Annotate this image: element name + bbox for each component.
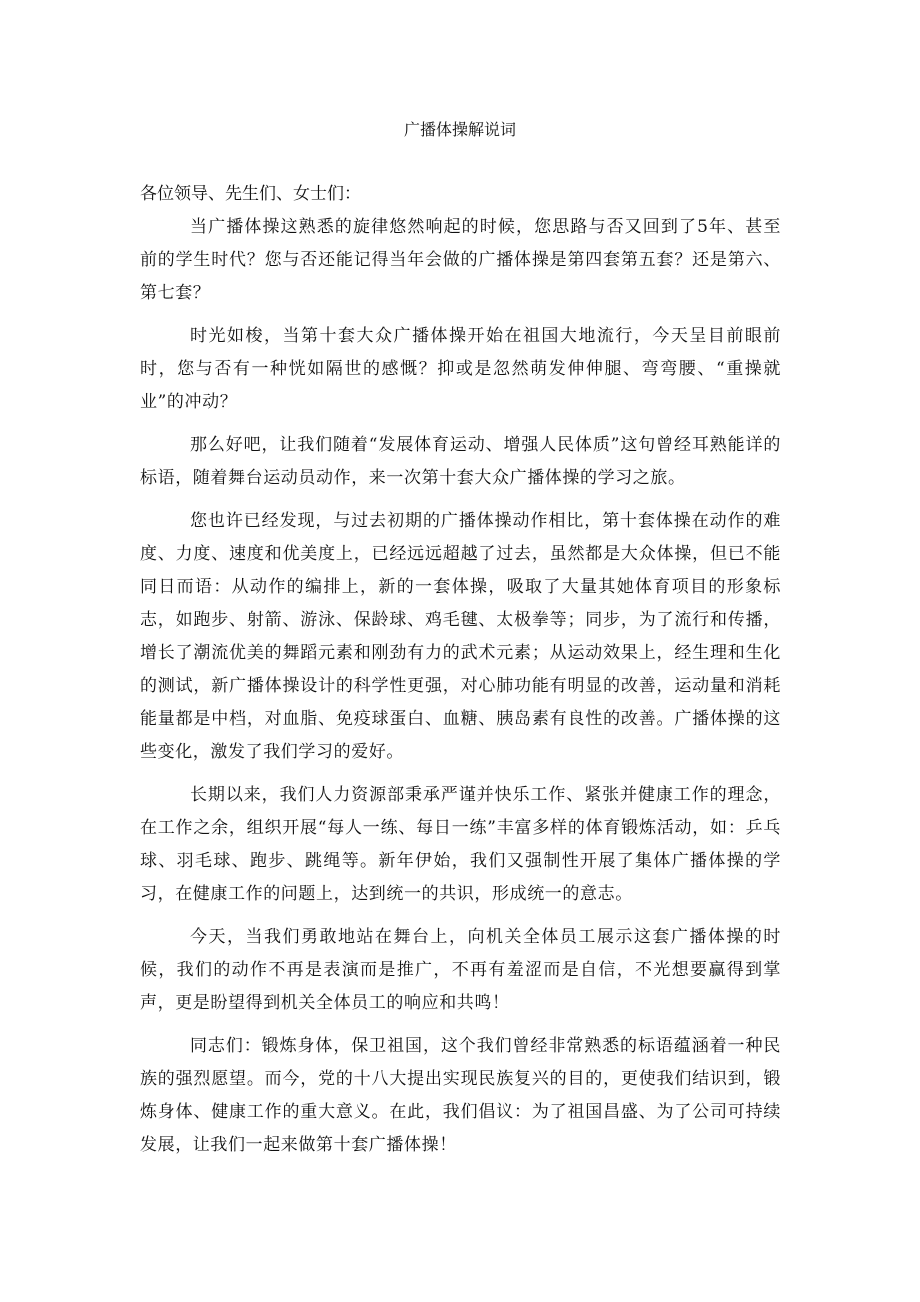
paragraph-6: 今天，当我们勇敢地站在舞台上，向机关全体员工展示这套广播体操的时候，我们的动作不再是表演而是推广，不再有羞涩而是自信，不光想要赢得到掌声，更是盼望得到机关全体员工的响应和共鸣！ (140, 927, 781, 1013)
paragraph-7: 同志们：锻炼身体，保卫祖国，这个我们曾经非常熟悉的标语蕴涵着一种民族的强烈愿望。而今，党的十八大提出实现民族复兴的目的，更使我们结识到，锻炼身体、健康工作的重大意义。在此，我们倡议：为了祖国昌盛、为了公司可持续发展，让我们一起来做第十套广播体操！ (140, 1036, 781, 1155)
document-body (140, 178, 781, 1172)
paragraph-4: 您也许已经发现，与过去初期的广播体操动作相比，第十套体操在动作的难度、力度、速度和优美度上，已经远远超越了过去，虽然都是大众体操，但已不能同日而语：从动作的编排上，新的一套体操，吸取了大量其她体育项目的形象标志，如跑步、射箭、游泳、保龄球、鸡毛毽、太极拳等；同步，为了流行和传播，增长了潮流优美的舞蹈元素和刚劲有力的武术元素；从运动效果上，经生理和生化的测试，新广播体操设计的科学性更强，对心肺功能有明显的改善，运动量和消耗能量都是中档，对血脂、免疫球蛋白、血糖、胰岛素有良性的改善。广播体操的这些变化，激发了我们学习的爱好。 (140, 511, 781, 762)
document-title: 广播体操解说词 (403, 120, 516, 139)
paragraph-3: 那么好吧，让我们随着“发展体育运动、增强人民体质”这句曾经耳熟能详的标语，随着舞台运动员动作，来一次第十套大众广播体操的学习之旅。 (140, 435, 781, 488)
salutation: 各位领导、先生们、女士们： (140, 184, 361, 204)
paragraph-1: 当广播体操这熟悉的旋律悠然响起的时候，您思路与否又回到了5年、甚至前的学生时代？您与否还能记得当年会做的广播体操是第四套第五套？还是第六、第七套？ (140, 217, 781, 303)
paragraph-5: 长期以来，我们人力资源部秉承严谨并快乐工作、紧张并健康工作的理念，在工作之余，组织开展“每人一练、每日一练”丰富多样的体育锻炼活动，如：乒乓球、羽毛球、跑步、跳绳等。新年伊始，我们又强制性开展了集体广播体操的学习，在健康工作的问题上，达到统一的共识，形成统一的意志。 (140, 785, 781, 904)
paragraph-2: 时光如梭，当第十套大众广播体操开始在祖国大地流行，今天呈目前眼前时，您与否有一种恍如隔世的感慨？抑或是忽然萌发伸伸腿、弯弯腰、“重操就业”的冲动？ (140, 326, 781, 412)
